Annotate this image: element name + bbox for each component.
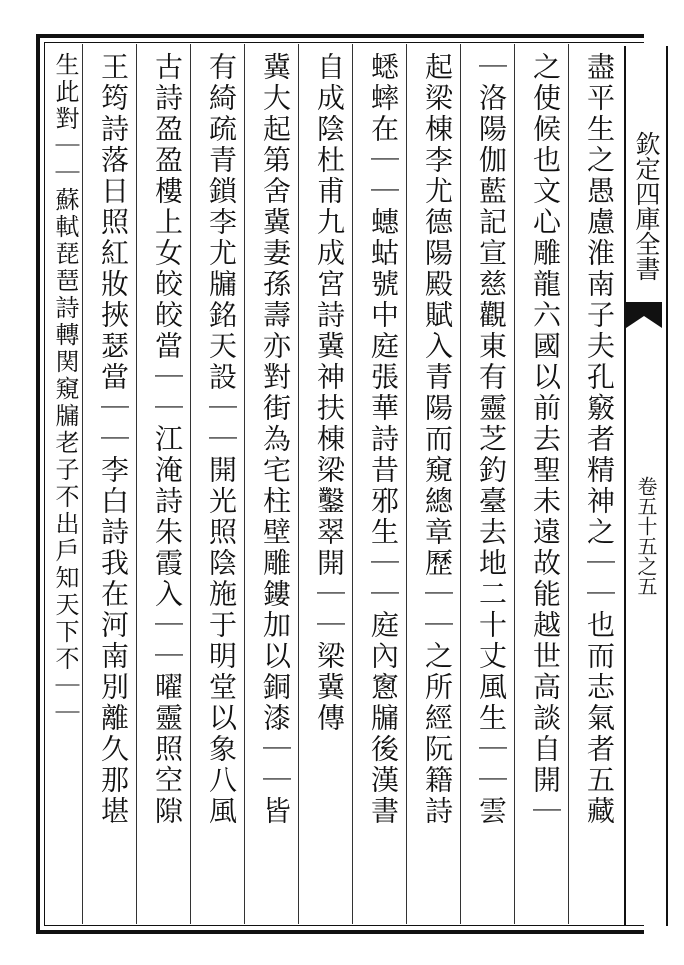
text-column-2: 之使候也文心雕龍六國以前去聖未遠故能越世高談自開｜ bbox=[529, 52, 562, 827]
page-margin-column bbox=[624, 46, 668, 926]
text-column-10: 王筠詩落日照紅妝挾瑟當｜｜李白詩我在河南別離久那堪 bbox=[97, 52, 130, 827]
text-column-1: 盡平生之愚慮淮南子夫孔竅者精神之｜｜也而志氣者五藏 bbox=[583, 52, 616, 827]
book-title: 欽定四庫全書 bbox=[632, 131, 661, 281]
text-column-11: 生此對｜｜蘇軾琵琶詩轉関窺牖老子不出戶知天下不｜｜ bbox=[51, 52, 79, 727]
text-column-4: 起梁棟李尤德陽殿賦入青陽而窺總章歷｜｜之所經阮籍詩 bbox=[421, 52, 454, 827]
text-column-6: 自成陰杜甫九成宮詩冀神扶棟梁鑿翠開｜｜梁冀傳 bbox=[313, 52, 346, 734]
volume-number: 卷五十五之五 bbox=[634, 476, 658, 596]
column-rule bbox=[82, 44, 83, 924]
text-column-3: ｜洛陽伽藍記宣慈觀東有靈芝釣臺去地二十丈風生｜｜雲 bbox=[475, 52, 508, 827]
text-column-16 bbox=[48, 52, 54, 912]
text-column-5: 蟋蟀在｜｜蟪蛄號中庭張華詩昔邪生｜｜庭內窻牖後漢書 bbox=[367, 52, 400, 827]
text-column-7: 冀大起第舍冀妻孫壽亦對街為宅柱壁雕鏤加以銅漆｜｜皆 bbox=[259, 52, 292, 827]
text-column-8: 有綺疏青鎖李尤牖銘天設｜｜開光照陰施于明堂以象八風 bbox=[205, 52, 238, 827]
fishtail-mark-icon bbox=[624, 300, 664, 330]
text-column-9: 古詩盈盈樓上女皎皎當｜｜江淹詩朱霞入｜｜曜靈照空隙 bbox=[151, 52, 184, 827]
